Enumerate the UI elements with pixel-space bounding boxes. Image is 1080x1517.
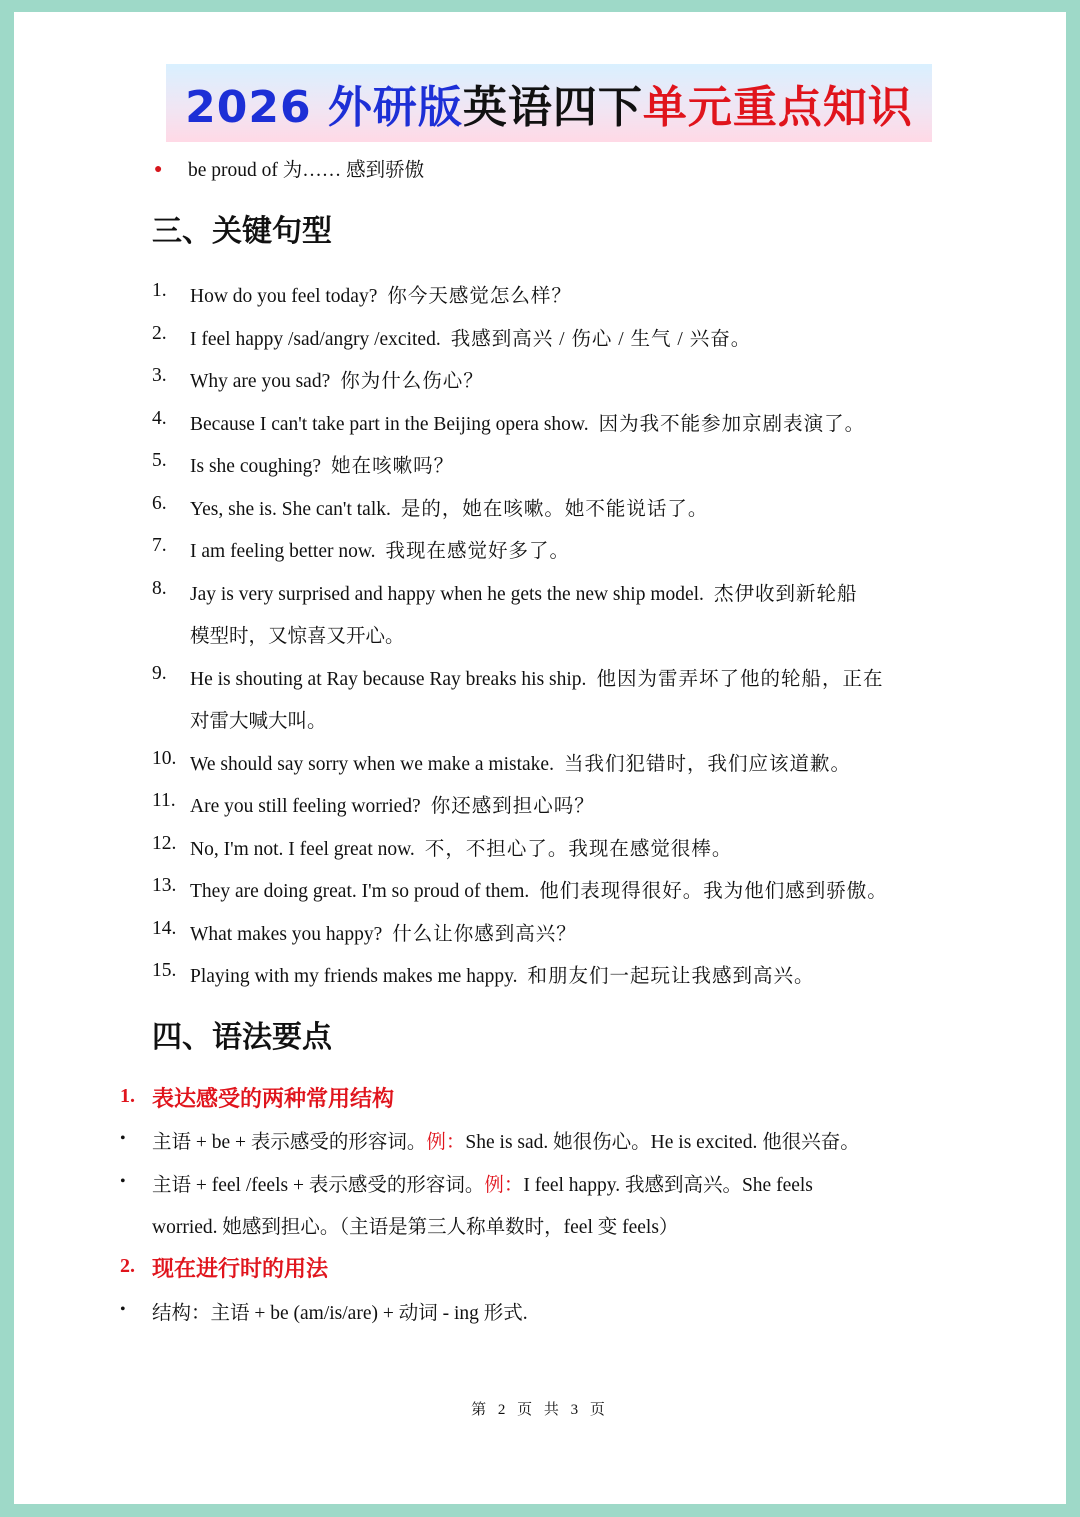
sentence-en: Because I can't take part in the Beijing opera show. — [190, 414, 589, 435]
sentence-number: 13. — [152, 875, 177, 896]
sentence-item — [190, 408, 865, 436]
sentence-item — [190, 365, 484, 393]
sentence-zh: 你今天感觉怎么样？ — [387, 286, 572, 307]
sentence-number: 14. — [152, 918, 177, 939]
example-label: 例： — [426, 1132, 466, 1153]
sentence-en: We should say sorry when we make a mistake. — [190, 754, 554, 775]
example-text: I feel happy. 我感到高兴。She feels — [523, 1175, 813, 1196]
sentence-en: Playing with my friends makes me happy. — [190, 966, 518, 987]
sentence-en: I am feeling better now. — [190, 541, 376, 562]
sentence-zh: 当我们犯错时，我们应该道歉。 — [563, 754, 851, 775]
sentence-en: They are doing great. I'm so proud of them. — [190, 881, 530, 902]
sentence-zh: 不，不担心了。我现在感觉很棒。 — [424, 839, 733, 860]
example-text: She is sad. 她很伤心。He is excited. 他很兴奋。 — [465, 1132, 860, 1153]
sentence-zh: 他因为雷弄坏了他的轮船，正在 — [596, 669, 884, 690]
sentence-item — [190, 450, 454, 478]
sentence-item — [190, 493, 708, 521]
sentence-number: 5. — [152, 450, 167, 471]
sentence-item — [190, 535, 570, 563]
sentence-en: I feel happy /sad/angry /excited. — [190, 329, 441, 350]
example-label: 例： — [484, 1175, 524, 1196]
grammar-structure: 主语 + feel /feels + 表示感受的形容词。 — [152, 1175, 485, 1196]
sentence-continuation: 模型时，又惊喜又开心。 — [190, 626, 405, 647]
sentence-en: Jay is very surprised and happy when he gets the new ship model. — [190, 584, 704, 605]
page-footer: 第 2 页 共 3 页 — [471, 1402, 609, 1418]
sentence-item — [190, 960, 815, 988]
sentence-zh: 她在咳嗽吗？ — [331, 456, 455, 477]
sentence-zh: 什么让你感到高兴？ — [392, 924, 577, 945]
sentence-en: Yes, she is. She can't talk. — [190, 499, 391, 520]
sentence-number: 7. — [152, 535, 167, 556]
sentence-zh: 我现在感觉好多了。 — [385, 541, 571, 562]
subsection-number: 1. — [120, 1085, 135, 1107]
sentence-zh: 是的，她在咳嗽。她不能说话了。 — [400, 499, 709, 520]
bullet-icon: • — [120, 1301, 126, 1318]
section-4-heading: 四、语法要点 — [152, 1020, 332, 1055]
sentence-en: Is she coughing? — [190, 456, 322, 477]
sentence-number: 15. — [152, 960, 177, 981]
sentence-number: 2. — [152, 323, 167, 344]
sentence-number: 12. — [152, 833, 177, 854]
grammar-point-continuation: worried. 她感到担心。（主语是第三人称单数时，feel 变 feels） — [152, 1217, 679, 1238]
banner-title — [185, 71, 913, 135]
sentence-en: Are you still feeling worried? — [190, 796, 421, 817]
sentence-item — [190, 663, 883, 691]
sentence-en: He is shouting at Ray because Ray breaks his ship. — [190, 669, 587, 690]
sentence-continuation: 对雷大喊大叫。 — [190, 711, 327, 732]
sentence-number: 10. — [152, 748, 177, 769]
top-list-item: be proud of 为…… 感到骄傲 — [188, 160, 425, 181]
sentence-zh: 你为什么伤心？ — [340, 371, 484, 392]
sentence-item — [190, 790, 595, 818]
sentence-en: How do you feel today? — [190, 286, 378, 307]
sentence-number: 3. — [152, 365, 167, 386]
banner-title-part3: 单元重点知识 — [642, 82, 913, 133]
sentence-item — [190, 578, 857, 606]
sentence-item — [190, 833, 732, 861]
grammar-structure: 主语 + be + 表示感受的形容词。 — [152, 1132, 427, 1153]
grammar-point — [152, 1169, 813, 1197]
sentence-number: 1. — [152, 280, 167, 301]
sentence-zh: 他们表现得很好。我为他们感到骄傲。 — [539, 881, 888, 902]
sentence-item — [190, 280, 572, 308]
document-page — [14, 12, 1066, 1504]
section-3-heading: 三、关键句型 — [152, 214, 332, 249]
sentence-item — [190, 918, 577, 946]
grammar-point: 结构：主语 + be (am/is/are) + 动词 - ing 形式. — [152, 1303, 528, 1324]
sentence-zh: 和朋友们一起玩让我感到高兴。 — [527, 966, 815, 987]
sentence-item — [190, 323, 751, 351]
sentence-zh: 杰伊收到新轮船 — [713, 584, 858, 605]
sentence-number: 8. — [152, 578, 167, 599]
banner-title-part1: 2026 外研版 — [185, 82, 463, 133]
subsection-2-heading: 现在进行时的用法 — [152, 1257, 329, 1282]
title-banner — [166, 64, 932, 142]
sentence-zh: 你还感到担心吗？ — [430, 796, 595, 817]
red-bullet-icon: ● — [154, 162, 163, 177]
bullet-icon: • — [120, 1130, 126, 1147]
sentence-item — [190, 748, 851, 776]
subsection-1-heading: 表达感受的两种常用结构 — [152, 1087, 395, 1112]
sentence-zh: 因为我不能参加京剧表演了。 — [598, 414, 866, 435]
banner-title-part2: 英语四下 — [462, 82, 643, 133]
sentence-number: 4. — [152, 408, 167, 429]
sentence-en: What makes you happy? — [190, 924, 383, 945]
sentence-zh: 我感到高兴 / 伤心 / 生气 / 兴奋。 — [450, 329, 752, 350]
sentence-item — [190, 875, 888, 903]
sentence-en: No, I'm not. I feel great now. — [190, 839, 415, 860]
sentence-en: Why are you sad? — [190, 371, 331, 392]
grammar-point — [152, 1126, 860, 1154]
subsection-number: 2. — [120, 1255, 135, 1277]
sentence-number: 9. — [152, 663, 167, 684]
bullet-icon: • — [120, 1173, 126, 1190]
sentence-number: 11. — [152, 790, 176, 811]
sentence-number: 6. — [152, 493, 167, 514]
